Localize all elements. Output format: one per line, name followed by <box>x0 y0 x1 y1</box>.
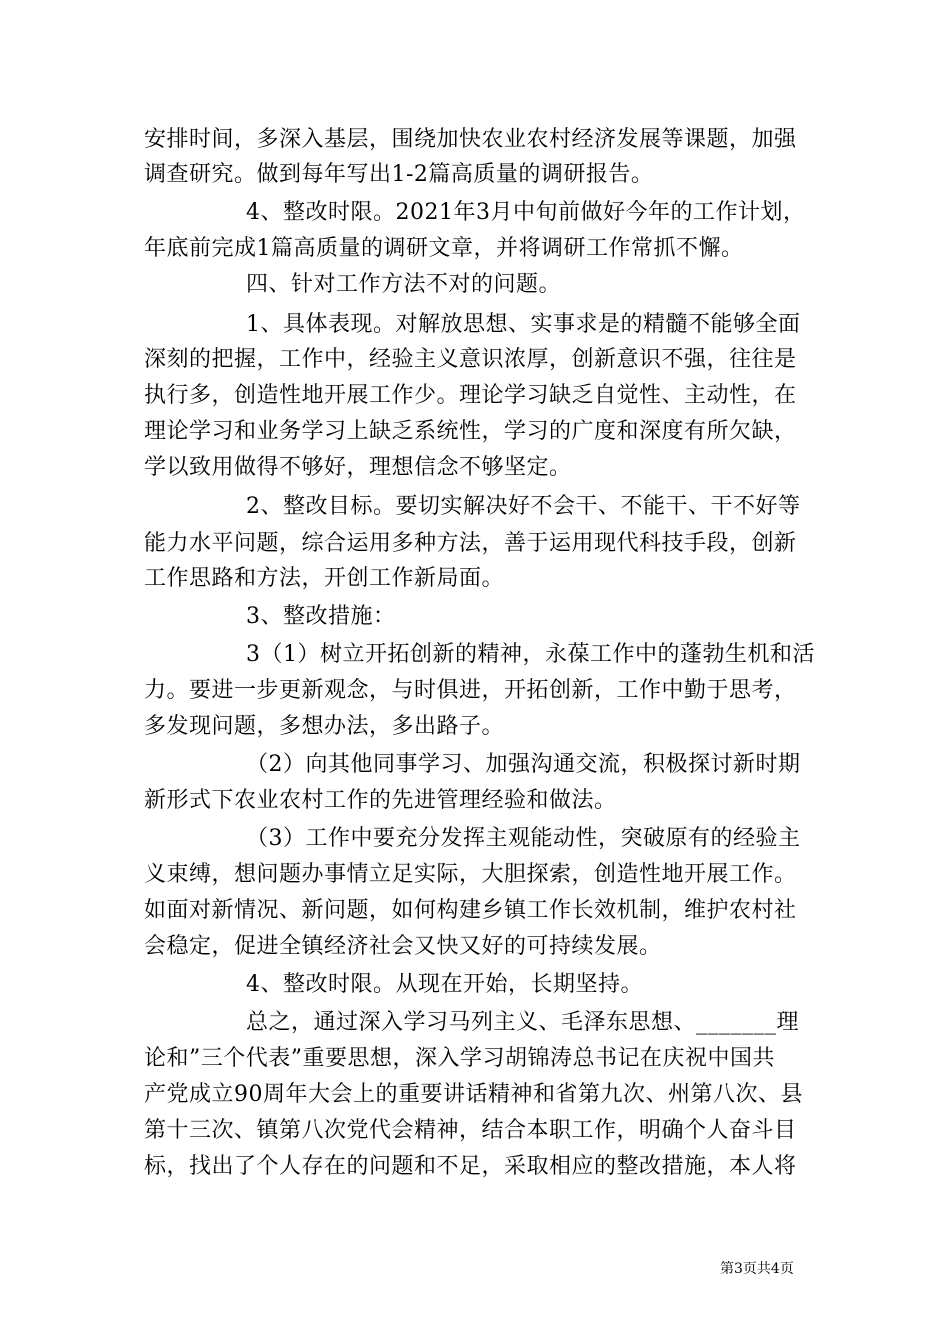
text-line: 学以致用做得不够好，理想信念不够坚定。 <box>144 455 572 480</box>
text-line: 力。要进一步更新观念，与时俱进，开拓创新，工作中勤于思考， <box>144 678 797 703</box>
page-number: 第3页共4页 <box>720 1261 794 1277</box>
text-line: 4、整改时限。2021年3月中旬前做好今年的工作计划， <box>246 200 806 225</box>
text-line: 义束缚，想问题办事情立足实际，大胆探索，创造性地开展工作。 <box>144 862 797 887</box>
text-line: 第十三次、镇第八次党代会精神，结合本职工作，明确个人奋斗目 <box>144 1118 797 1143</box>
text-line: 执行多，创造性地开展工作少。理论学习缺乏自觉性、主动性，在 <box>144 383 797 408</box>
text-line: （2）向其他同事学习、加强沟通交流，积极探讨新时期 <box>246 752 801 777</box>
text-line: 如面对新情况、新问题，如何构建乡镇工作长效机制，维护农村社 <box>144 898 797 923</box>
text-line: 3（1）树立开拓创新的精神，永葆工作中的蓬勃生机和活 <box>246 642 815 667</box>
text-line: 能力水平问题，综合运用多种方法，善于运用现代科技手段，创新 <box>144 531 797 556</box>
text-line: 理论学习和业务学习上缺乏系统性，学习的广度和深度有所欠缺， <box>144 419 797 444</box>
text-line: 总之，通过深入学习马列主义、毛泽东思想、_______理 <box>246 1010 800 1035</box>
text-line: 2、整改目标。要切实解决好不会干、不能干、干不好等 <box>246 494 801 519</box>
text-line: （3）工作中要充分发挥主观能动性，突破原有的经验主 <box>246 826 801 851</box>
text-line: 产党成立90周年大会上的重要讲话精神和省第九次、州第八次、县 <box>144 1082 803 1107</box>
text-line: 会稳定，促进全镇经济社会又快又好的可持续发展。 <box>144 934 662 959</box>
text-line: 多发现问题，多想办法，多出路子。 <box>144 714 505 739</box>
text-line: 3、整改措施： <box>246 604 396 629</box>
section-heading: 四、针对工作方法不对的问题。 <box>246 272 562 297</box>
text-line: 深刻的把握，工作中，经验主义意识浓厚，创新意识不强，往往是 <box>144 347 797 372</box>
text-line: 标，找出了个人存在的问题和不足，采取相应的整改措施，本人将 <box>144 1154 797 1179</box>
text-line: 调查研究。做到每年写出1-2篇高质量的调研报告。 <box>144 162 654 187</box>
text-line: 论和”三个代表”重要思想，深入学习胡锦涛总书记在庆祝中国共 <box>144 1046 775 1071</box>
text-line: 安排时间，多深入基层，围绕加快农业农村经济发展等课题，加强 <box>144 127 797 152</box>
text-line: 4、整改时限。从现在开始，长期坚持。 <box>246 972 643 997</box>
text-line: 新形式下农业农村工作的先进管理经验和做法。 <box>144 788 617 813</box>
text-line: 工作思路和方法，开创工作新局面。 <box>144 566 505 591</box>
text-line: 年底前完成1篇高质量的调研文章，并将调研工作常抓不懈。 <box>144 236 744 261</box>
text-line: 1、具体表现。对解放思想、实事求是的精髓不能够全面 <box>246 312 801 337</box>
